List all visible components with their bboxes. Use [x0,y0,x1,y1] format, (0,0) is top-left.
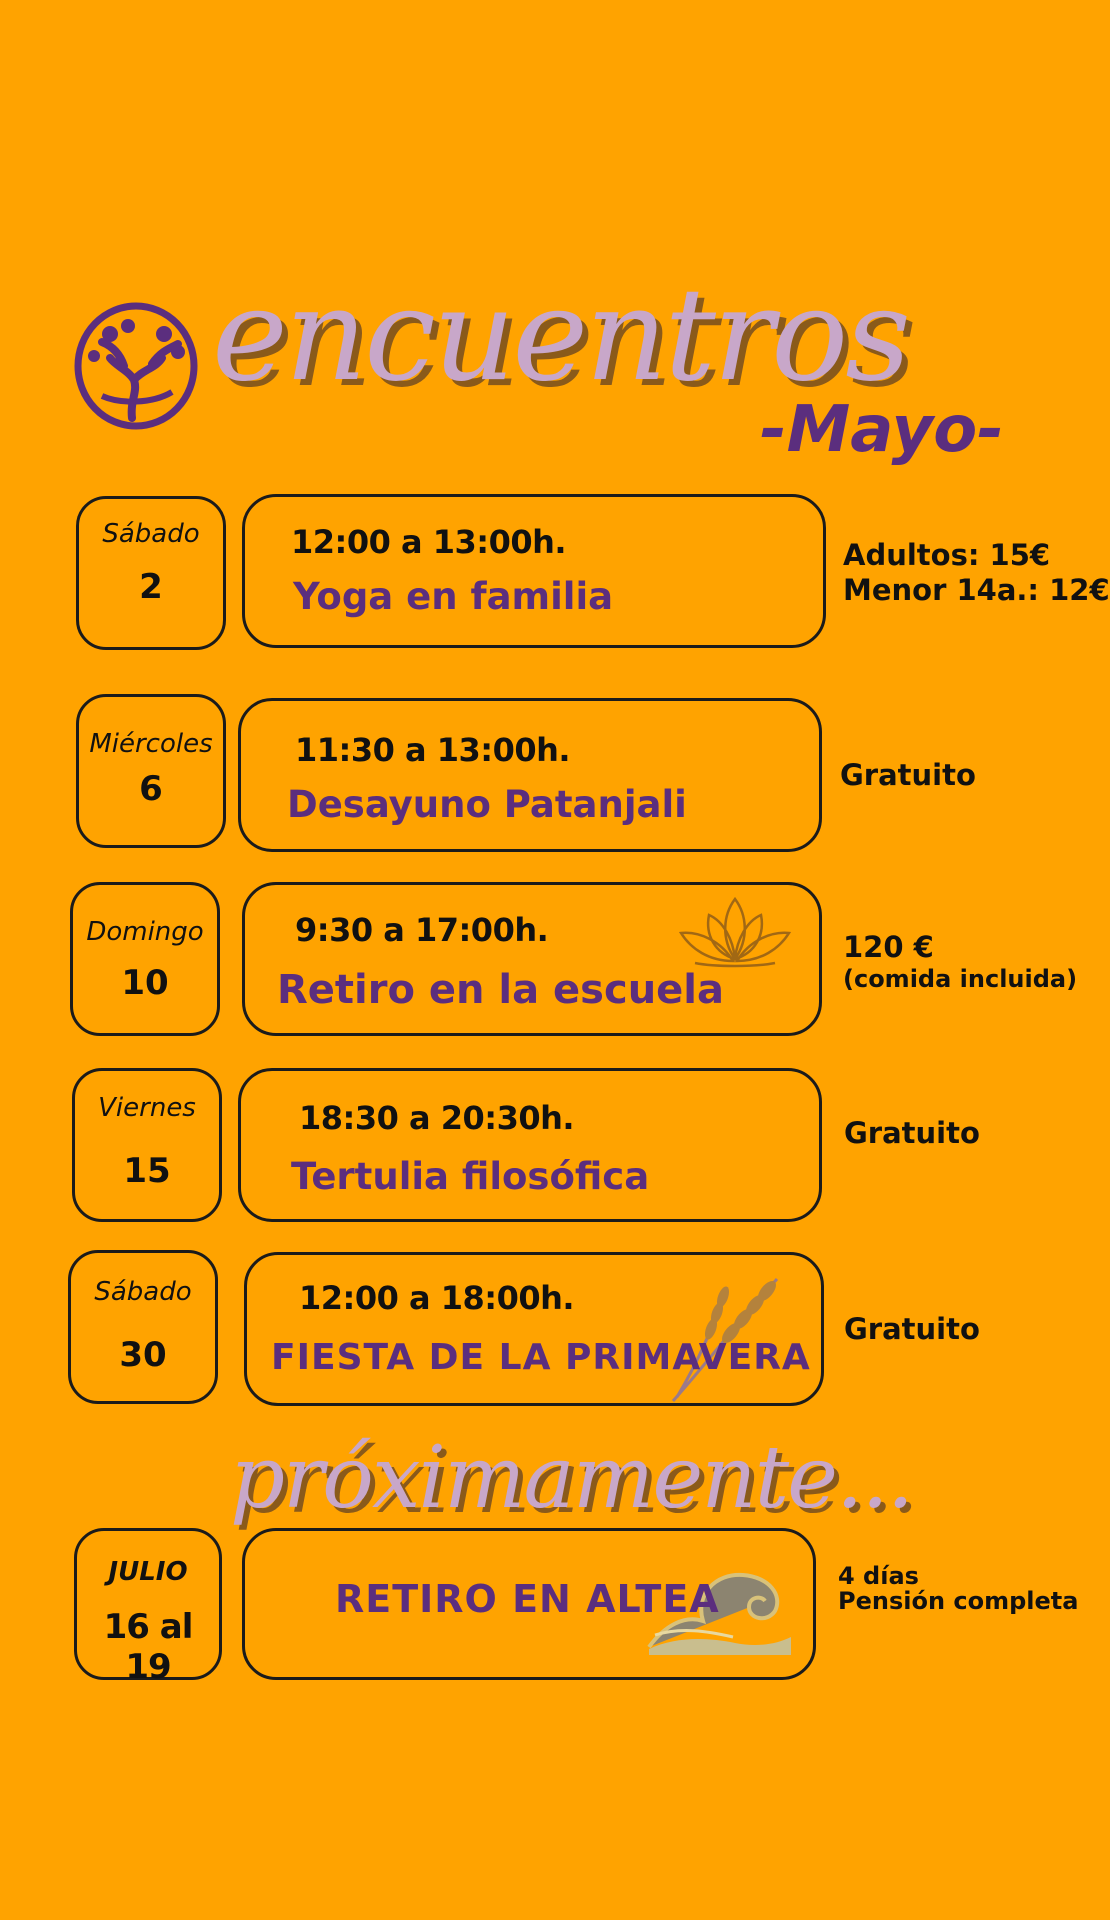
event-card[interactable] [242,1528,816,1680]
event-price: Gratuito [840,758,976,792]
event-day-number: 6 [139,769,163,809]
event-name: RETIRO EN ALTEA [335,1577,720,1621]
event-day-name: Sábado [94,1277,192,1307]
month-label: -Mayo- [760,393,1004,467]
event-dates: 16 al 19 [103,1607,193,1687]
event-name: Desayuno Patanjali [287,783,687,826]
lotus-icon [675,893,795,973]
event-time: 12:00 a 18:00h. [299,1279,575,1317]
info-line: 4 días [838,1562,919,1590]
event-name: Tertulia filosófica [291,1155,650,1198]
event-date [70,882,220,1036]
tree-circle-icon [72,300,200,432]
event-day-name: Viernes [98,1093,196,1123]
price-line: Menor 14a.: 12€ [843,572,1110,607]
event-card[interactable] [238,698,822,852]
event-time: 9:30 a 17:00h. [295,911,549,949]
price-line: Adultos: 15€ [843,538,1051,572]
event-info [838,1564,1078,1614]
event-time: 18:30 a 20:30h. [299,1099,575,1137]
event-time: 12:00 a 13:00h. [291,523,567,561]
event-day-name: Miércoles [89,729,213,759]
event-card[interactable] [242,882,822,1036]
price-line: (comida incluida) [843,964,1078,993]
event-name: Yoga en familia [293,575,614,618]
event-day-number: 15 [123,1151,171,1191]
event-date [74,1528,222,1687]
event-card[interactable] [242,494,826,648]
event-date [76,496,226,650]
event-date [72,1068,222,1222]
event-date [68,1250,218,1404]
event-date [76,694,226,848]
event-price [843,930,1077,994]
event-card[interactable] [244,1252,824,1406]
event-day-number: 10 [121,963,169,1003]
event-day-number: 30 [119,1335,167,1375]
event-price: Gratuito [844,1116,980,1150]
event-day-number: 2 [139,567,163,607]
page-title: encuentros [212,261,908,410]
event-price: Gratuito [844,1312,980,1346]
event-name: FIESTA DE LA PRIMAVERA [271,1337,811,1378]
info-line: Pensión completa [838,1587,1079,1616]
event-price [843,538,1110,608]
event-card[interactable] [238,1068,822,1222]
event-month: JULIO [108,1557,188,1587]
event-name: Retiro en la escuela [277,967,725,1013]
price-line: 120 € [843,930,934,964]
event-time: 11:30 a 13:00h. [295,731,571,769]
upcoming-heading: próximamente... [230,1428,913,1528]
event-day-name: Sábado [102,519,200,549]
event-day-name: Domingo [86,917,204,947]
